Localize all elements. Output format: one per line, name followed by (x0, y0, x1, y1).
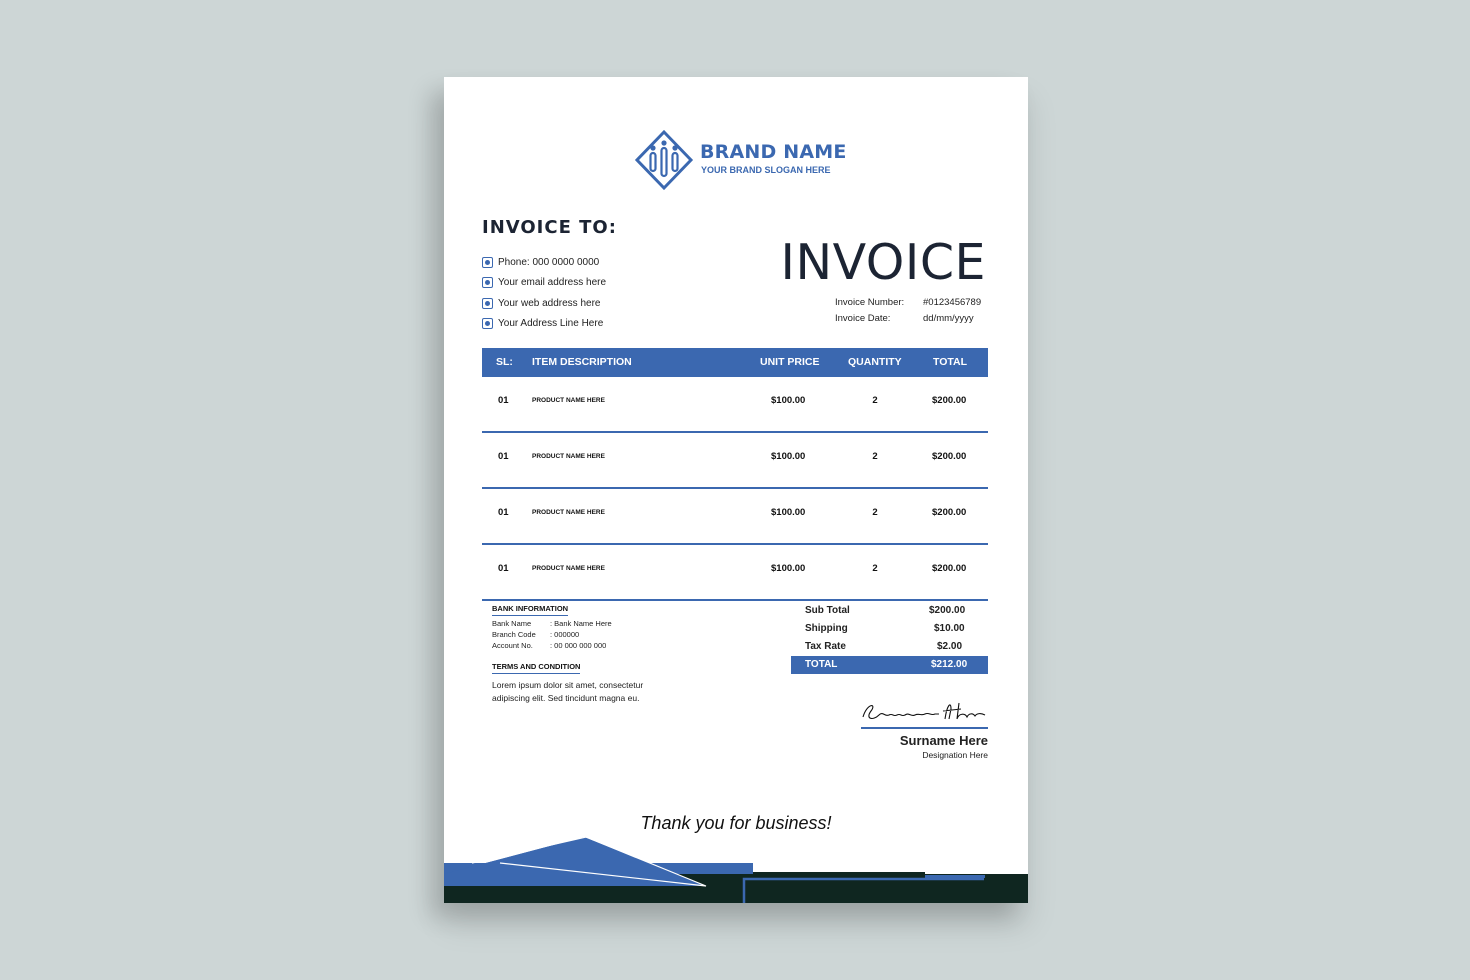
row-price: $100.00 (771, 563, 806, 574)
row-price: $100.00 (771, 507, 806, 518)
totals-row (791, 620, 988, 638)
signature-designation: Designation Here (922, 750, 988, 760)
footer-decoration (444, 834, 1028, 903)
contact-web (482, 293, 606, 314)
invoice-date-label: Invoice Date: (835, 313, 891, 324)
brand-logo-icon (634, 129, 694, 191)
contact-address (482, 314, 606, 335)
signature-line (861, 727, 988, 729)
contact-phone (482, 252, 606, 273)
invoice-sheet (444, 77, 1028, 903)
totals-value: $10.00 (934, 623, 965, 634)
grand-total-value: $212.00 (931, 659, 968, 670)
row-price: $100.00 (771, 451, 806, 462)
bank-heading: BANK INFORMATION (492, 604, 568, 616)
invoice-number-value: #0123456789 (923, 297, 982, 308)
header-quantity: QUANTITY (848, 356, 902, 368)
totals-label: Shipping (805, 623, 848, 634)
contact-email (482, 273, 606, 294)
row-description: PRODUCT NAME HERE (532, 509, 605, 516)
table-row (482, 377, 988, 433)
signature-name: Surname Here (899, 733, 988, 748)
grand-total-label: TOTAL (805, 659, 838, 670)
totals-value: $2.00 (937, 641, 963, 652)
contact-text: Your web address here (498, 297, 601, 309)
row-quantity: 2 (872, 563, 878, 574)
terms-text: Lorem ipsum dolor sit amet, consectetur adipiscing elit. Sed tincidunt magna eu. (492, 680, 644, 703)
bank-value: : Bank Name Here (550, 619, 612, 628)
table-row (482, 489, 988, 545)
contact-text: Phone: 000 0000 0000 (498, 256, 600, 268)
row-total: $200.00 (932, 395, 967, 406)
bank-label: Branch Code (492, 630, 536, 639)
bank-label: Account No. (492, 641, 533, 650)
bank-value: : 00 000 000 000 (550, 641, 607, 650)
totals-row (791, 602, 988, 620)
row-quantity: 2 (872, 395, 878, 406)
items-table (482, 348, 988, 601)
contact-text: Your email address here (498, 277, 607, 289)
globe-icon (482, 298, 493, 309)
row-sl: 01 (498, 451, 509, 462)
header-unit-price: UNIT PRICE (760, 356, 820, 368)
signature-icon (859, 697, 989, 727)
terms-and-condition (492, 661, 667, 705)
bank-information (492, 604, 612, 652)
invoice-meta (835, 297, 981, 329)
row-total: $200.00 (932, 451, 967, 462)
totals-label: Tax Rate (805, 641, 846, 652)
row-sl: 01 (498, 395, 509, 406)
row-quantity: 2 (872, 507, 878, 518)
contact-list (482, 252, 606, 334)
thank-you-note: Thank you for business! (640, 813, 832, 833)
row-sl: 01 (498, 563, 509, 574)
brand-slogan: YOUR BRAND SLOGAN HERE (701, 165, 831, 175)
table-row (482, 545, 988, 601)
grand-total-row (791, 656, 988, 674)
row-description: PRODUCT NAME HERE (532, 565, 605, 572)
row-price: $100.00 (771, 395, 806, 406)
row-description: PRODUCT NAME HERE (532, 453, 605, 460)
email-icon (482, 277, 493, 288)
bank-value: : 000000 (550, 630, 580, 639)
row-quantity: 2 (872, 451, 878, 462)
phone-icon (482, 257, 493, 268)
row-total: $200.00 (932, 563, 967, 574)
invoice-title: INVOICE (780, 234, 986, 291)
bank-label: Bank Name (492, 619, 532, 628)
totals-block (791, 602, 988, 674)
brand-block (634, 129, 847, 191)
totals-label: Sub Total (805, 605, 850, 616)
header-description: ITEM DESCRIPTION (532, 356, 632, 368)
invoice-number-label: Invoice Number: (835, 297, 905, 308)
totals-row (791, 638, 988, 656)
row-description: PRODUCT NAME HERE (532, 397, 605, 404)
terms-heading: TERMS AND CONDITION (492, 662, 580, 674)
totals-value: $200.00 (929, 605, 966, 616)
contact-text: Your Address Line Here (498, 318, 604, 330)
table-header (482, 348, 988, 377)
location-icon (482, 318, 493, 329)
header-total: TOTAL (933, 356, 968, 368)
brand-name: BRAND NAME (700, 141, 847, 163)
row-sl: 01 (498, 507, 509, 518)
header-sl: SL: (496, 356, 513, 368)
row-total: $200.00 (932, 507, 967, 518)
table-row (482, 433, 988, 489)
invoice-to-heading: INVOICE TO: (482, 217, 617, 238)
invoice-date-value: dd/mm/yyyy (923, 313, 974, 324)
